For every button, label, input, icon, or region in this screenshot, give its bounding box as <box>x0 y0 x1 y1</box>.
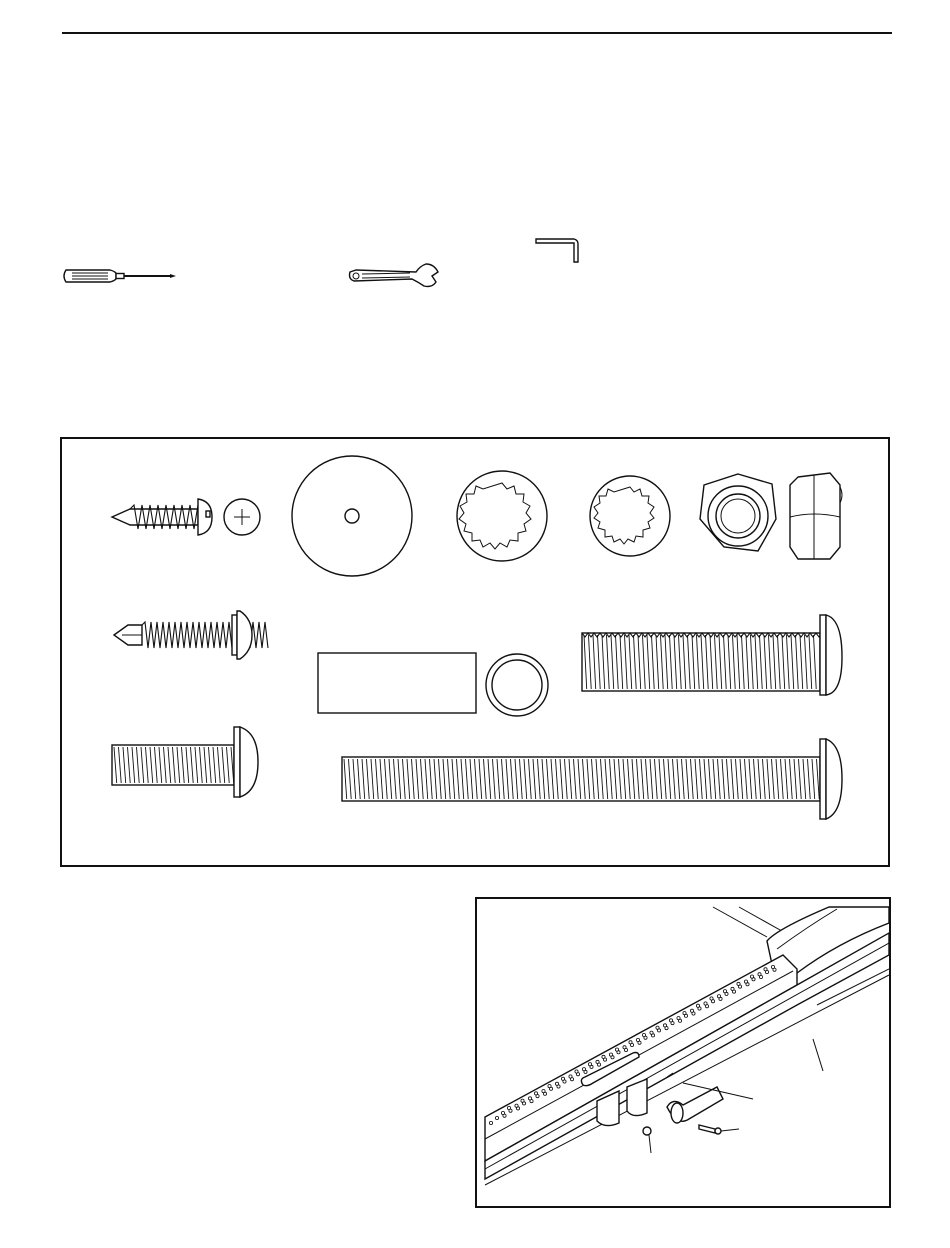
perforation-dot <box>575 1070 578 1073</box>
adjustable-wrench-icon <box>350 264 439 287</box>
perforation-dot <box>704 1002 707 1005</box>
perforation-dot <box>690 1009 693 1012</box>
perforation-dot <box>744 980 747 983</box>
tools-row <box>0 0 950 300</box>
lag-screw-icon <box>112 499 212 535</box>
ring-spacer-icon <box>486 654 548 716</box>
lock-nut-side-icon <box>790 473 842 559</box>
perforation-dot <box>663 1024 666 1027</box>
short-bolt-icon <box>112 727 258 797</box>
perforation-dot <box>542 1090 545 1093</box>
rail-assembly-panel <box>475 897 891 1208</box>
screwdriver-icon <box>64 270 176 282</box>
label-rectangle-icon <box>318 653 476 713</box>
perforation-dot <box>764 968 767 971</box>
perforation-dot <box>737 982 740 985</box>
perforation-dot <box>495 1116 498 1119</box>
perforation-dot <box>548 1085 551 1088</box>
perforation-dot <box>623 1046 626 1049</box>
perforation-dot <box>534 1092 537 1095</box>
perforation-dot <box>582 1068 585 1071</box>
medium-bolt-icon <box>582 615 842 695</box>
perforation-dot <box>569 1075 572 1078</box>
perforation-dot <box>561 1077 564 1080</box>
perforation-dot <box>501 1111 504 1114</box>
perforation-dot <box>521 1099 524 1102</box>
perforation-dot <box>615 1048 618 1051</box>
perforation-dot <box>683 1012 686 1015</box>
perforation-dot <box>629 1041 632 1044</box>
perforation-dot <box>596 1060 599 1063</box>
perforation-dot <box>609 1053 612 1056</box>
perforation-dot <box>636 1038 639 1041</box>
perforation-dot <box>677 1017 680 1020</box>
perforation-dot <box>656 1026 659 1029</box>
hex-key-icon <box>536 239 578 262</box>
perforation-dot <box>758 973 761 976</box>
perforation-dot <box>750 975 753 978</box>
perforation-dot <box>669 1019 672 1022</box>
perforation-dot <box>650 1031 653 1034</box>
self-tapping-screw-icon <box>114 611 268 659</box>
perforation-dot <box>723 990 726 993</box>
perforation-dot <box>731 987 734 990</box>
perforation-dot <box>515 1104 518 1107</box>
perforation-dot <box>489 1121 492 1124</box>
long-bolt-icon <box>342 739 842 819</box>
perforation-dot <box>507 1106 510 1109</box>
hardware-panel <box>60 437 890 867</box>
perforation-dot <box>696 1004 699 1007</box>
star-lock-washer-large-icon <box>457 471 547 561</box>
phillips-head-icon <box>224 499 260 535</box>
perforation-dot <box>602 1055 605 1058</box>
perforation-dot <box>717 995 720 998</box>
rail-assembly-icon <box>477 899 889 1206</box>
perforation-dot <box>588 1063 591 1066</box>
flat-washer-icon <box>292 456 412 576</box>
perforation-dot <box>555 1082 558 1085</box>
perforation-dot <box>642 1033 645 1036</box>
star-lock-washer-small-icon <box>590 476 670 556</box>
perforation-dot <box>771 965 774 968</box>
perforation-dot <box>528 1097 531 1100</box>
hex-nut-top-icon <box>700 474 776 551</box>
perforation-dot <box>710 997 713 1000</box>
